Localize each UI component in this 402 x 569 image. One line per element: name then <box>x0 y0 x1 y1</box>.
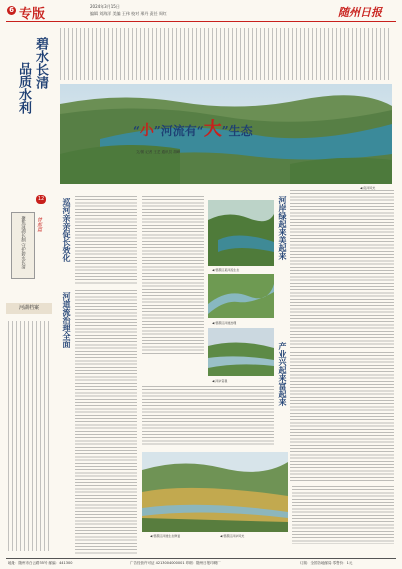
column-right-text2 <box>290 352 394 482</box>
headline-right2: 产业兴起来富起来 <box>278 342 288 406</box>
title-small-char: 小 <box>139 123 154 139</box>
column-left-text1 <box>75 196 137 284</box>
footer-left: 地址：随州市白云路35号 邮编：441300 <box>8 561 73 565</box>
photo-bottom-landscape <box>142 452 288 532</box>
title-big-char: 大 <box>203 119 222 140</box>
footer-right: 订阅：全国各地邮局 零售价：1元 <box>300 561 353 565</box>
footer-rule <box>6 558 396 559</box>
sidebar-box <box>11 212 35 279</box>
sidebar-box-text: 聚焦河湖长制 守护碧水长清 <box>20 216 26 269</box>
sidebar-slogan-line2: 品质水利 <box>16 62 31 114</box>
sidebar <box>6 27 54 557</box>
photo-caption-5: ◀ 曾都区河岸风光 <box>220 534 245 538</box>
paper-name-logo: 随州日报 <box>338 6 382 19</box>
page-number-badge <box>7 6 16 15</box>
photo-river-bend <box>208 274 274 318</box>
feature-photo-caption: ◀ 府河风光 <box>360 186 376 190</box>
page-number: 6 <box>9 6 14 14</box>
sidebar-badge <box>36 195 46 204</box>
footer-mid: 广告经营许可证 4213004000001 印刷：随州日报印刷厂 <box>130 561 221 565</box>
feature-byline: 文/图 记者 王艺 通讯员 胡峰 <box>136 150 181 154</box>
headline-right1: 河岸绿起来美起来 <box>278 196 288 260</box>
photo-caption-3: ◀ 河岸景观 <box>212 379 228 383</box>
column-mid-text <box>142 196 204 356</box>
headline-left2: 河道流治理全面 <box>62 292 72 348</box>
title-mid: ”河流有“ <box>153 124 204 138</box>
feature-title <box>133 115 253 141</box>
sidebar-slogan-line1: 碧水长清 <box>33 37 48 89</box>
sidebar-body-text <box>8 321 52 551</box>
photo-green-hills <box>208 200 274 266</box>
lead-text <box>60 28 392 80</box>
title-quote-open: “ <box>133 124 140 138</box>
headline-left1: 巡河亲亲促长效化 <box>62 198 72 262</box>
sidebar-sub-label: 曾都篇 <box>36 217 42 232</box>
column-right-text3 <box>292 486 394 544</box>
title-suffix: ”生态 <box>221 124 253 138</box>
editor-line: 编辑 刘海洋 美编 王伟 校对 邢丹 责任 周红 <box>90 11 167 16</box>
sidebar-badge-number: 12 <box>37 196 45 202</box>
masthead-rule <box>6 21 396 22</box>
column-right-text1 <box>290 190 394 348</box>
photo-caption-1: ◀ 曾都区某河流生态 <box>212 268 240 272</box>
date-line: 2024年3月15日 <box>90 4 120 9</box>
photo-caption-2: ◀ 曾都区河道治理 <box>212 321 237 325</box>
photo-caption-4: ◀ 曾都区河道生态修复 <box>150 534 181 538</box>
column-left-text2 <box>75 290 137 555</box>
sidebar-tag: 河湖档案 <box>6 303 52 314</box>
section-name: 专版 <box>19 7 46 22</box>
photo-wetland <box>208 328 274 376</box>
column-mid-text2 <box>142 386 274 446</box>
